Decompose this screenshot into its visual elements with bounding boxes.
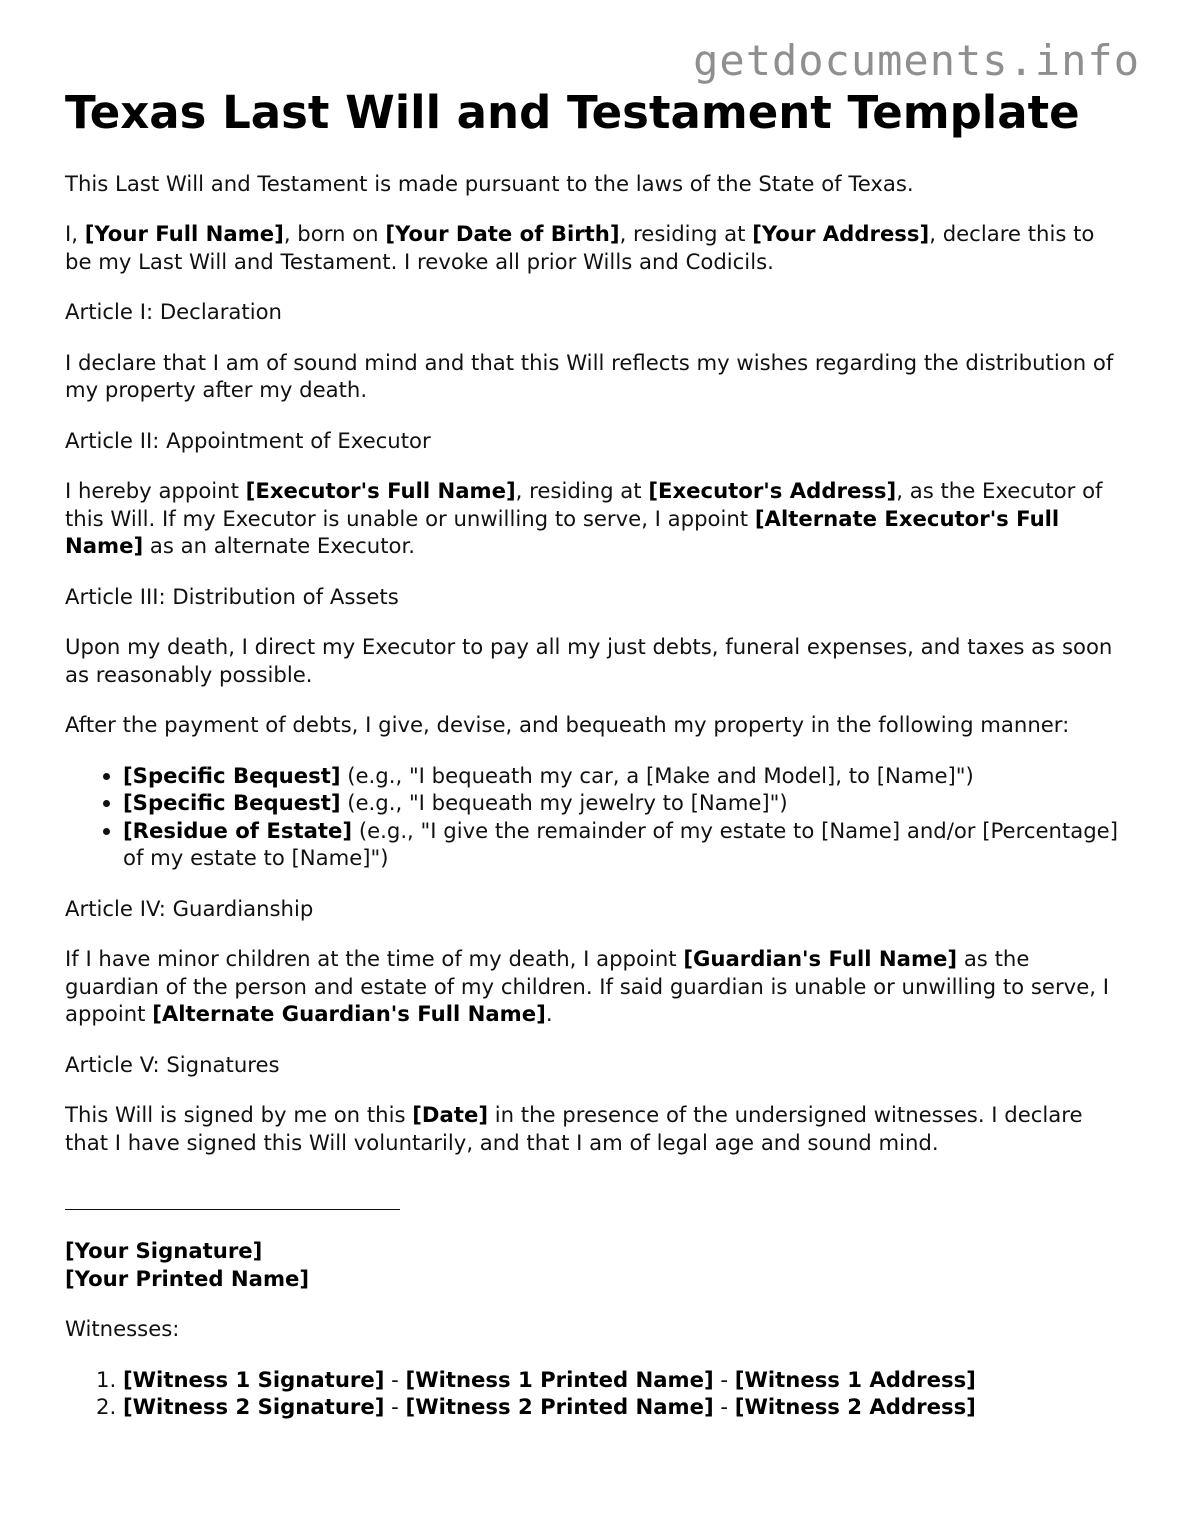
separator: - [713,1366,735,1392]
signature-block [65,1237,1125,1292]
witness-signature: [Witness 1 Signature] [123,1366,385,1392]
article-1-text: I declare that I am of sound mind and that this Will reflects my wishes regarding the distribution of my property after my death. [65,349,1114,402]
guardian-name-placeholder: [Guardian's Full Name] [683,946,958,971]
witness-signature: [Witness 2 Signature] [123,1394,385,1419]
list-item [123,762,1125,790]
separator: - [384,1366,406,1392]
bequest-label: [Residue of Estate] [123,817,353,843]
alternate-guardian-placeholder: [Alternate Guardian's Full Name] [152,1001,546,1026]
document-title: Texas Last Will and Testament Template [65,86,1080,139]
executor-name-placeholder: [Executor's Full Name] [245,478,516,503]
witness-printed-name: [Witness 1 Printed Name] [405,1366,714,1392]
text-run: in the presence of the undersigned witnesses. I declare that I have signed this Will voluntarily, and that I am of legal age and sound mind. [65,1102,1083,1155]
article-3-heading: Article III: Distribution of Assets [65,583,399,609]
witness-address: [Witness 1 Address] [734,1366,976,1392]
witness-address: [Witness 2 Address] [734,1394,976,1419]
witness-list [65,1366,1125,1421]
bequest-detail: (e.g., "I give the remainder of my estate to [Name] and/or [Percentage] of my estate to [Name]") [123,817,1118,870]
watermark: getdocuments.info [693,36,1140,85]
declaration-paragraph [65,220,1125,275]
article-4-heading: Article IV: Guardianship [65,895,314,921]
article-2-heading: Article II: Appointment of Executor [65,427,431,453]
text-run: I hereby appoint [65,478,246,503]
witness-printed-name: [Witness 2 Printed Name] [405,1394,714,1419]
bequest-list [65,762,1125,872]
text-run: I, [65,221,85,246]
text-run: , residing at [515,478,649,503]
article-2-text [65,477,1125,560]
testator-dob-placeholder: [Your Date of Birth] [385,221,620,246]
text-run: If I have minor children at the time of my death, I appoint [65,946,684,971]
testator-name-placeholder: [Your Full Name] [84,221,284,246]
signature-label: [Your Signature] [65,1238,263,1263]
article-4-text [65,945,1125,1028]
list-item [123,1366,1125,1394]
list-item [123,1393,1125,1421]
separator: - [384,1394,406,1419]
article-5-heading: Article V: Signatures [65,1051,280,1077]
separator: - [713,1394,735,1419]
testator-address-placeholder: [Your Address] [752,221,930,246]
bequest-detail: (e.g., "I bequeath my jewelry to [Name]") [340,790,788,815]
text-run: This Will is signed by me on this [65,1102,413,1127]
intro-paragraph: This Last Will and Testament is made pursuant to the laws of the State of Texas. [65,170,914,196]
text-run: , as the Executor of this Will. If my Executor is unable or unwilling to serve, I appoint [65,478,1103,531]
list-item [123,817,1125,872]
printed-name-label: [Your Printed Name] [65,1265,310,1291]
bequest-label: [Specific Bequest] [123,790,341,815]
witnesses-heading: Witnesses: [65,1316,180,1341]
text-run: , residing at [619,221,753,246]
bequest-detail: (e.g., "I bequeath my car, a [Make and Model], to [Name]") [340,762,974,788]
date-placeholder: [Date] [412,1102,488,1127]
alternate-executor-placeholder: [Alternate Executor's Full Name] [65,505,1060,558]
list-item [123,789,1125,817]
text-run: , declare this to be my Last Will and Testament. I revoke all prior Wills and Codicils. [65,221,1095,274]
text-run: , born on [283,221,386,246]
document-page [65,88,1125,1444]
text-run: as an alternate Executor. [143,533,416,558]
executor-address-placeholder: [Executor's Address] [648,478,897,503]
article-1-heading: Article I: Declaration [65,299,282,324]
signature-line [65,1209,400,1210]
article-5-text [65,1101,1125,1156]
article-3-text-2: After the payment of debts, I give, devise, and bequeath my property in the following manner: [65,712,1070,737]
bequest-label: [Specific Bequest] [123,762,341,788]
article-3-text-1: Upon my death, I direct my Executor to pay all my just debts, funeral expenses, and taxes as soon as reasonably possible. [65,634,1113,687]
text-run: . [545,1001,553,1026]
text-run: as the guardian of the person and estate of my children. If said guardian is unable or unwilling to serve, I appoint [65,946,1109,1026]
